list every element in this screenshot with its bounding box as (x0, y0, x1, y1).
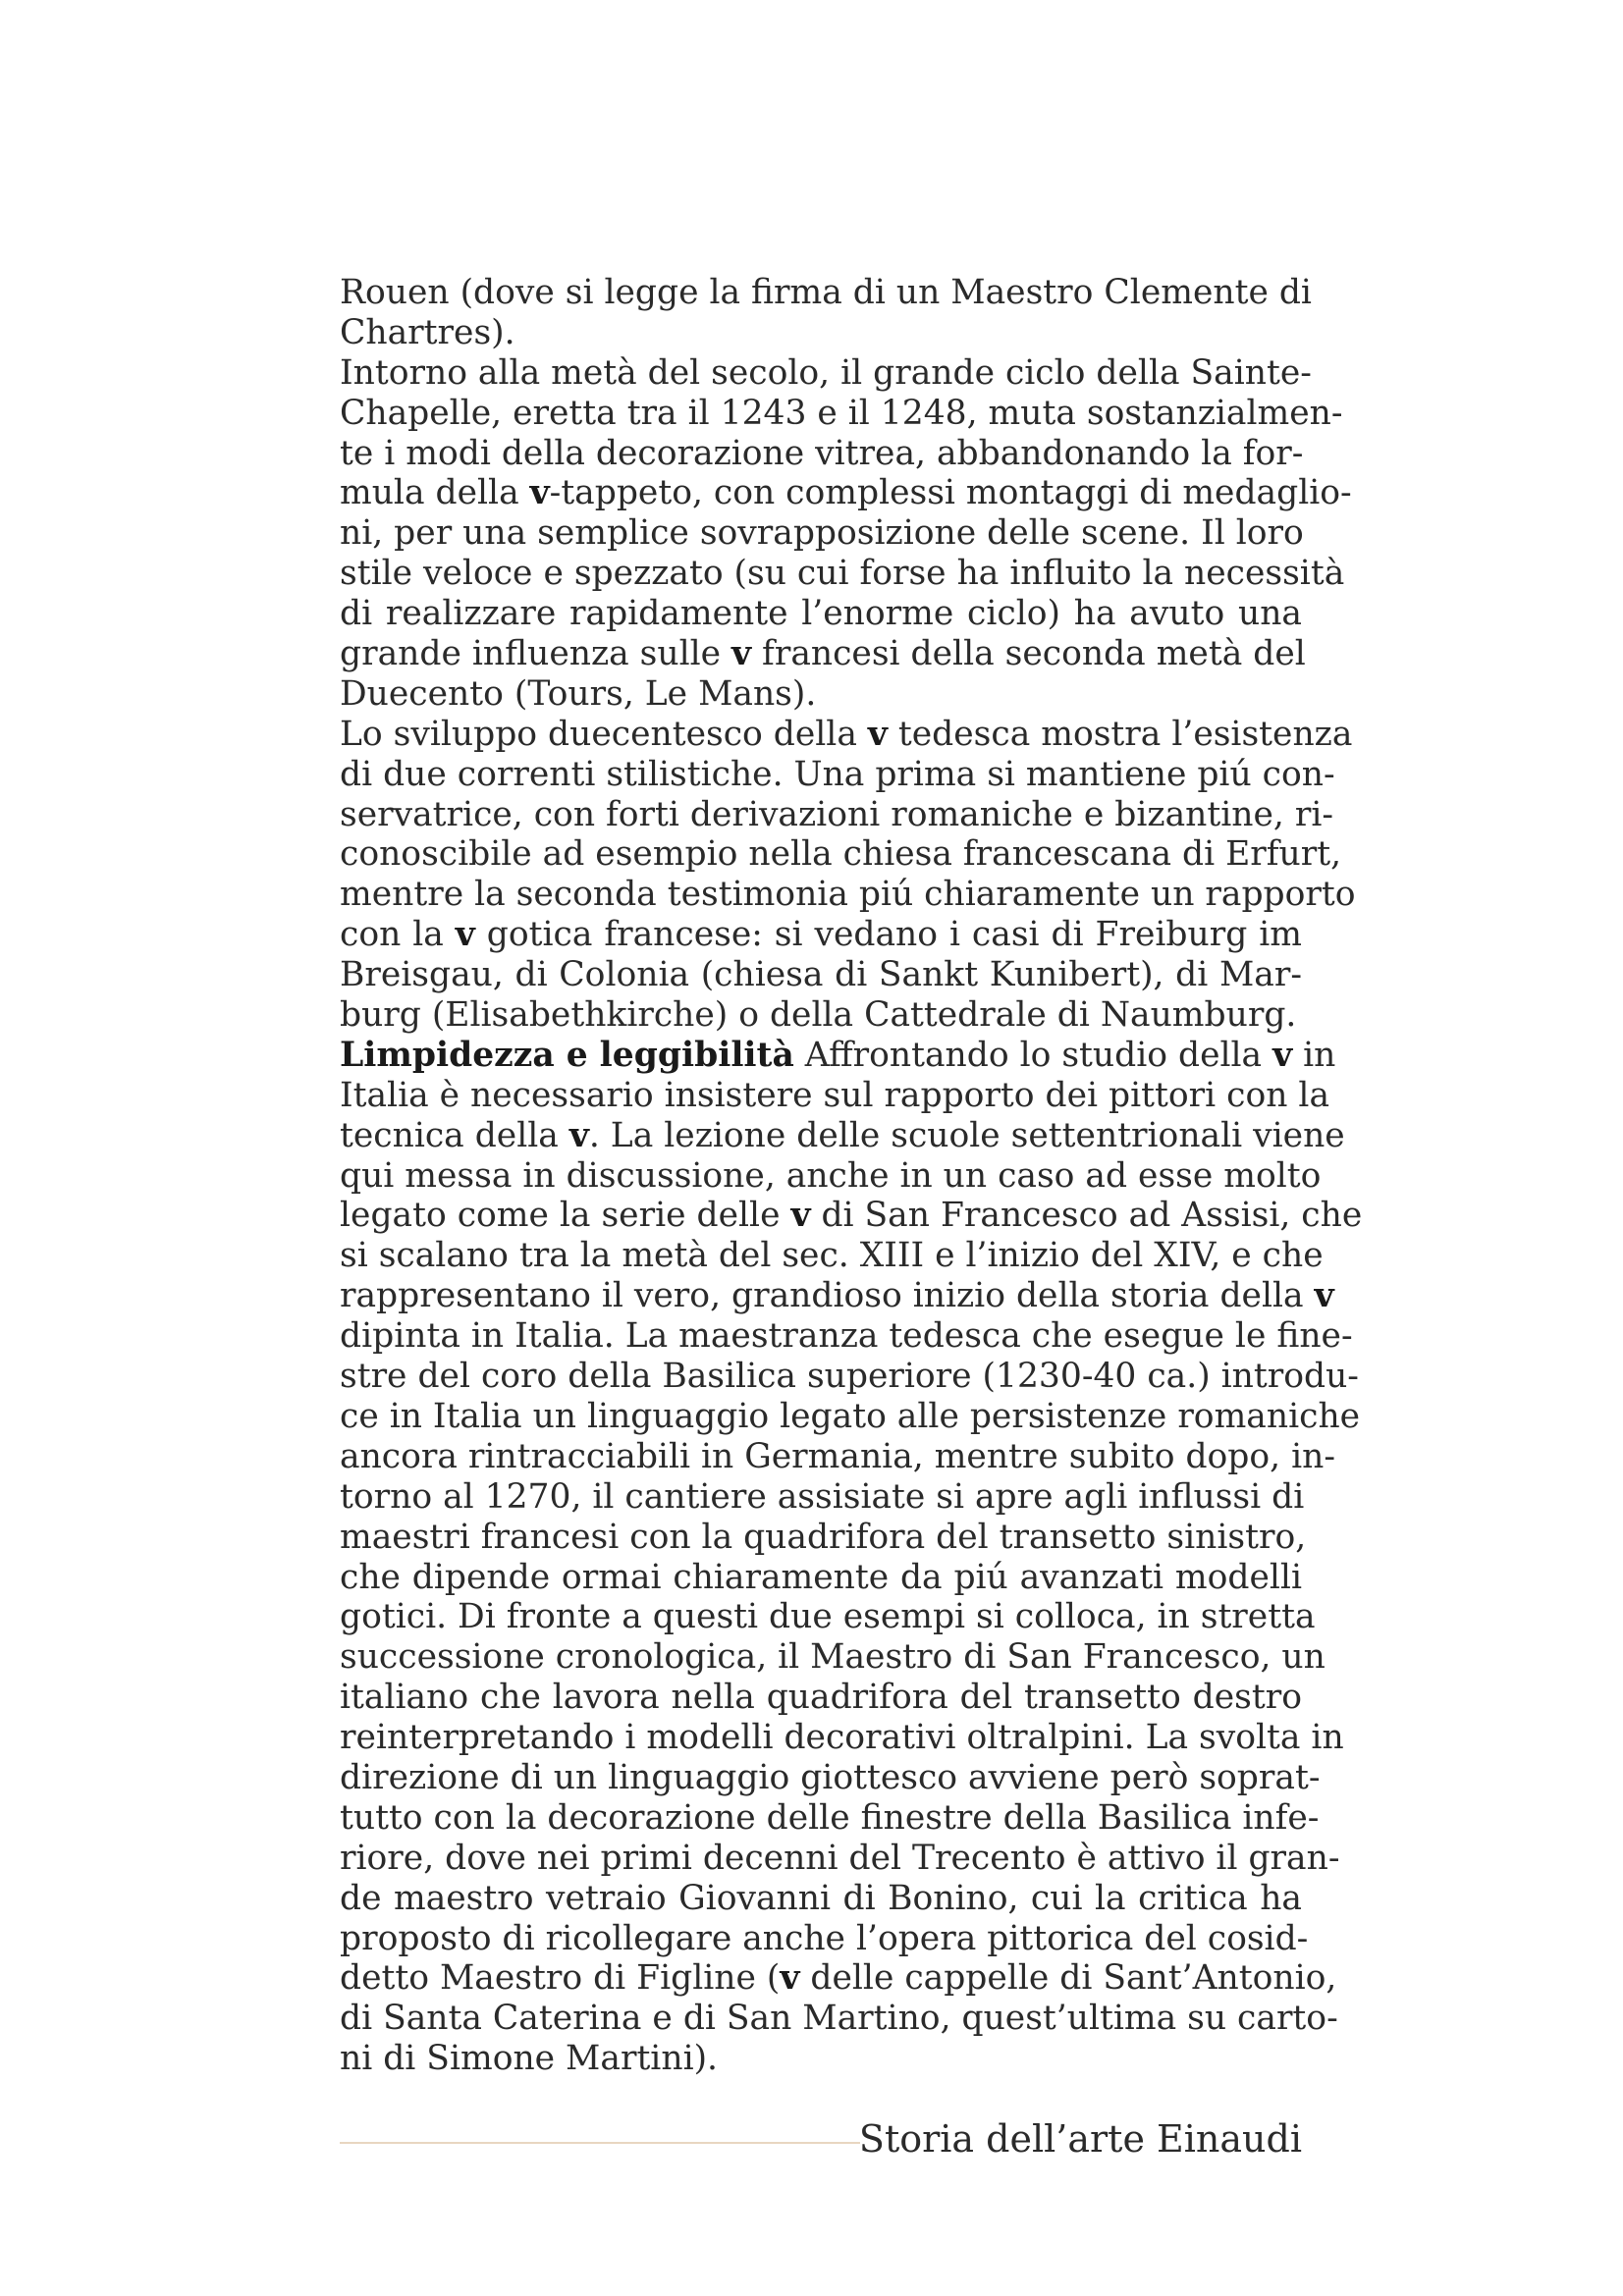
text-line: qui messa in discussione, anche in un caso ad esse molto (340, 1155, 1322, 1196)
text-line: stre del coro della Basilica superiore (1230-40 ca.) introdu- (340, 1357, 1359, 1397)
text-line: proposto di ricollegare anche l’opera pittorica del cosid- (340, 1918, 1309, 1958)
text-line: successione cronologica, il Maestro di San Francesco, un (340, 1637, 1325, 1678)
bold-term: v (1272, 1035, 1293, 1075)
text-line: ni di Simone Martini). (340, 2039, 719, 2079)
text-line: mula della v-tappeto, con complessi montaggi di medaglio- (340, 473, 1352, 513)
text-line: di Santa Caterina e di San Martino, quest’ultima su carto- (340, 1999, 1338, 2039)
text-line: ce in Italia un linguaggio legato alle persistenze romaniche (340, 1396, 1361, 1436)
text-line: rappresentano il vero, grandioso inizio della storia della v (340, 1276, 1334, 1316)
text-line: torno al 1270, il cantiere assisiate si apre agli influssi di (340, 1476, 1305, 1517)
bold-term: v (731, 634, 752, 674)
text-line: riore, dove nei primi decenni del Trecento è attivo il gran- (340, 1838, 1340, 1878)
text-line: con la v gotica francese: si vedano i casi di Freiburg im (340, 915, 1302, 955)
text-line: reinterpretando i modelli decorativi oltralpini. La svolta in (340, 1718, 1344, 1758)
text-line: Italia è necessario insistere sul rapporto dei pittori con la (340, 1075, 1330, 1115)
bold-term: v (867, 714, 888, 754)
text-line: te i modi della decorazione vitrea, abbandonando la for- (340, 433, 1304, 473)
bold-term: v (790, 1196, 811, 1236)
text-line: grande influenza sulle v francesi della seconda metà del (340, 634, 1306, 674)
text-line: Rouen (dove si legge la firma di un Maestro Clemente di (340, 273, 1312, 312)
text-line: italiano che lavora nella quadrifora del transetto destro (340, 1678, 1302, 1718)
bold-term: v (780, 1958, 800, 1999)
bold-term: v (1314, 1276, 1334, 1316)
text-line: Intorno alla metà del secolo, il grande ciclo della Sainte- (340, 352, 1312, 393)
text-line: burg (Elisabethkirche) o della Cattedrale di Naumburg. (340, 995, 1297, 1036)
footer-title: Storia dell’arte Einaudi (858, 2117, 1302, 2161)
text-line: Limpidezza e leggibilità Affrontando lo studio della v in (340, 1035, 1336, 1075)
text-line: Lo sviluppo duecentesco della v tedesca mostra l’esistenza (340, 714, 1353, 754)
text-line: ni, per una semplice sovrapposizione delle scene. Il loro (340, 513, 1304, 554)
text-line: servatrice, con forti derivazioni romaniche e bizantine, ri- (340, 794, 1334, 834)
text-line: legato come la serie delle v di San Francesco ad Assisi, che (340, 1196, 1363, 1236)
bold-term: Limpidezza e leggibilità (340, 1035, 794, 1075)
text-line: tutto con la decorazione delle finestre della Basilica infe- (340, 1797, 1320, 1838)
bold-term: v (568, 1115, 589, 1155)
text-line: conoscibile ad esempio nella chiesa francescana di Erfurt, (340, 834, 1342, 875)
text-line: stile veloce e spezzato (su cui forse ha influito la necessità (340, 554, 1345, 594)
text-line: che dipende ormai chiaramente da piú avanzati modelli (340, 1557, 1302, 1597)
footer-rule (340, 2142, 860, 2144)
text-line: direzione di un linguaggio giottesco avviene però soprat- (340, 1757, 1321, 1797)
bold-term: v (529, 473, 550, 513)
bold-term: v (455, 915, 475, 955)
text-line: Duecento (Tours, Le Mans). (340, 673, 817, 714)
text-line: maestri francesi con la quadrifora del transetto sinistro, (340, 1517, 1307, 1557)
text-line: Chapelle, eretta tra il 1243 e il 1248, muta sostanzialmen- (340, 393, 1343, 433)
text-line: dipinta in Italia. La maestranza tedesca che esegue le fine- (340, 1316, 1353, 1357)
text-line: detto Maestro di Figline (v delle cappelle di Sant’Antonio, (340, 1958, 1337, 1999)
text-line: ancora rintracciabili in Germania, mentre subito dopo, in- (340, 1436, 1335, 1476)
text-line: tecnica della v. La lezione delle scuole settentrionali viene (340, 1115, 1345, 1155)
text-line: mentre la seconda testimonia piú chiaramente un rapporto (340, 875, 1356, 915)
text-line: gotici. Di fronte a questi due esempi si colloca, in stretta (340, 1597, 1316, 1637)
text-line: di realizzare rapidamente l’enorme ciclo) ha avuto una (340, 594, 1302, 634)
text-line: Breisgau, di Colonia (chiesa di Sankt Kunibert), di Mar- (340, 955, 1302, 995)
text-line: si scalano tra la metà del sec. XIII e l’inizio del XIV, e che (340, 1236, 1324, 1276)
body-text (340, 273, 1363, 2079)
text-line: de maestro vetraio Giovanni di Bonino, cui la critica ha (340, 1878, 1302, 1918)
text-line: Chartres). (340, 312, 515, 352)
text-line: di due correnti stilistiche. Una prima si mantiene piú con- (340, 754, 1335, 794)
